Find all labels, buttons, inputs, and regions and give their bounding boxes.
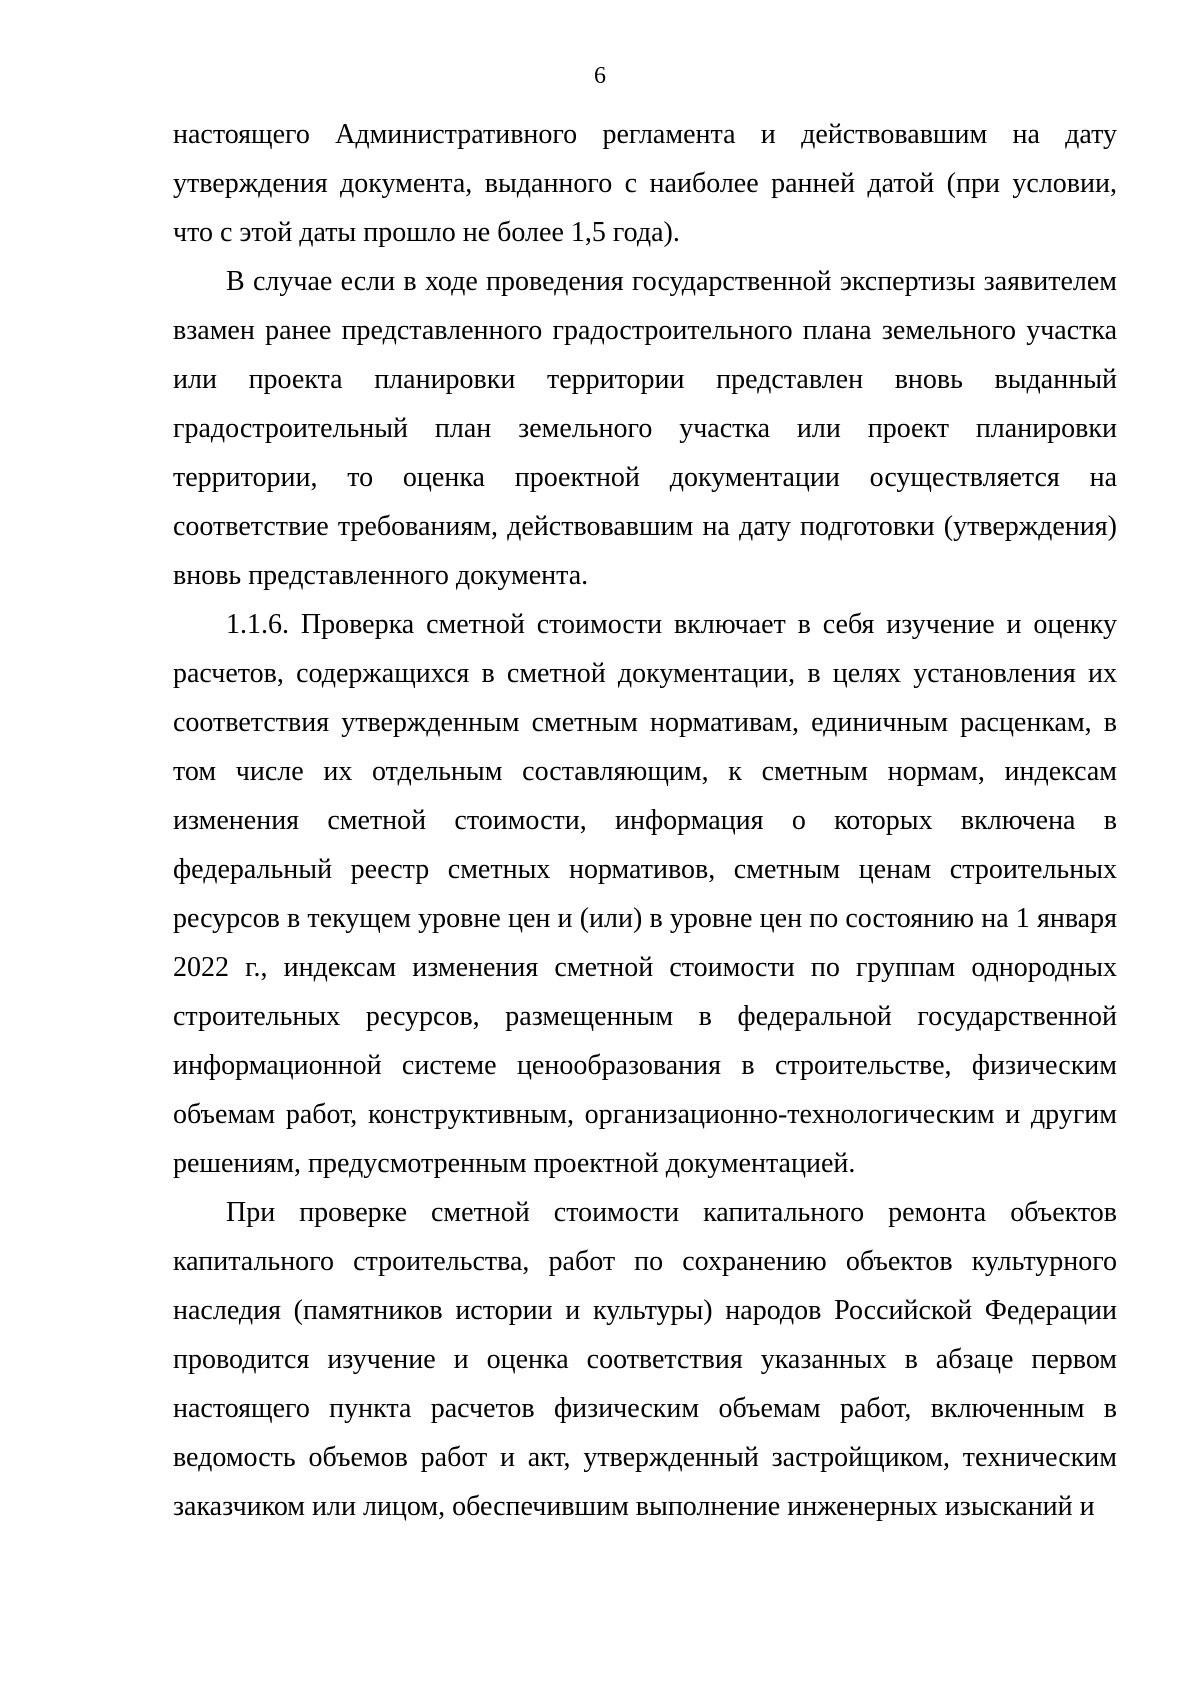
paragraph-clause-1-1-6: 1.1.6. Проверка сметной стоимости включает в себя изучение и оценку расчетов, содержащихся в сметной документации, в целях установления их соответствия утвержденным сметным нормативам, единичным расценкам, в том числе их отдельным составляющим, к сметным нормам, индексам изменения сметной стоимости, информация о которых включена в федеральный реестр сметных нормативов, сметным ценам строительных ресурсов в текущем уровне цен и (или) в уровне цен по состоянию на 1 января 2022 г., индексам изменения сметной стоимости по группам однородных строительных ресурсов, размещенным в федеральной государственной информационной системе ценообразования в строительстве, физическим объемам работ, конструктивным, организационно-технологическим и другим решениям, предусмотренным проектной документацией. [173, 609, 1117, 1179]
document-body [173, 110, 1117, 1531]
paragraph-continuation: настоящего Административного регламента и действовавшим на дату утверждения документа, выданного с наиболее ранней датой (при условии, что с этой даты прошло не более 1,5 года). [173, 119, 1117, 248]
paragraph-capital-repair: При проверке сметной стоимости капитального ремонта объектов капитального строительства, работ по сохранению объектов культурного наследия (памятников истории и культуры) народов Российской Федерации проводится изучение и оценка соответствия указанных в абзаце первом настоящего пункта расчетов физическим объемам работ, включенным в ведомость объемов работ и акт, утвержденный застройщиком, техническим заказчиком или лицом, обеспечившим выполнение инженерных изысканий и [173, 1197, 1117, 1522]
paragraph-replacement-case: В случае если в ходе проведения государственной экспертизы заявителем взамен ранее представленного градостроительного плана земельного участка или проекта планировки территории представлен вновь выданный градостроительный план земельного участка или проект планировки территории, то оценка проектной документации осуществляется на соответствие требованиям, действовавшим на дату подготовки (утверждения) вновь представленного документа. [173, 266, 1117, 591]
page-number: 6 [594, 63, 606, 89]
